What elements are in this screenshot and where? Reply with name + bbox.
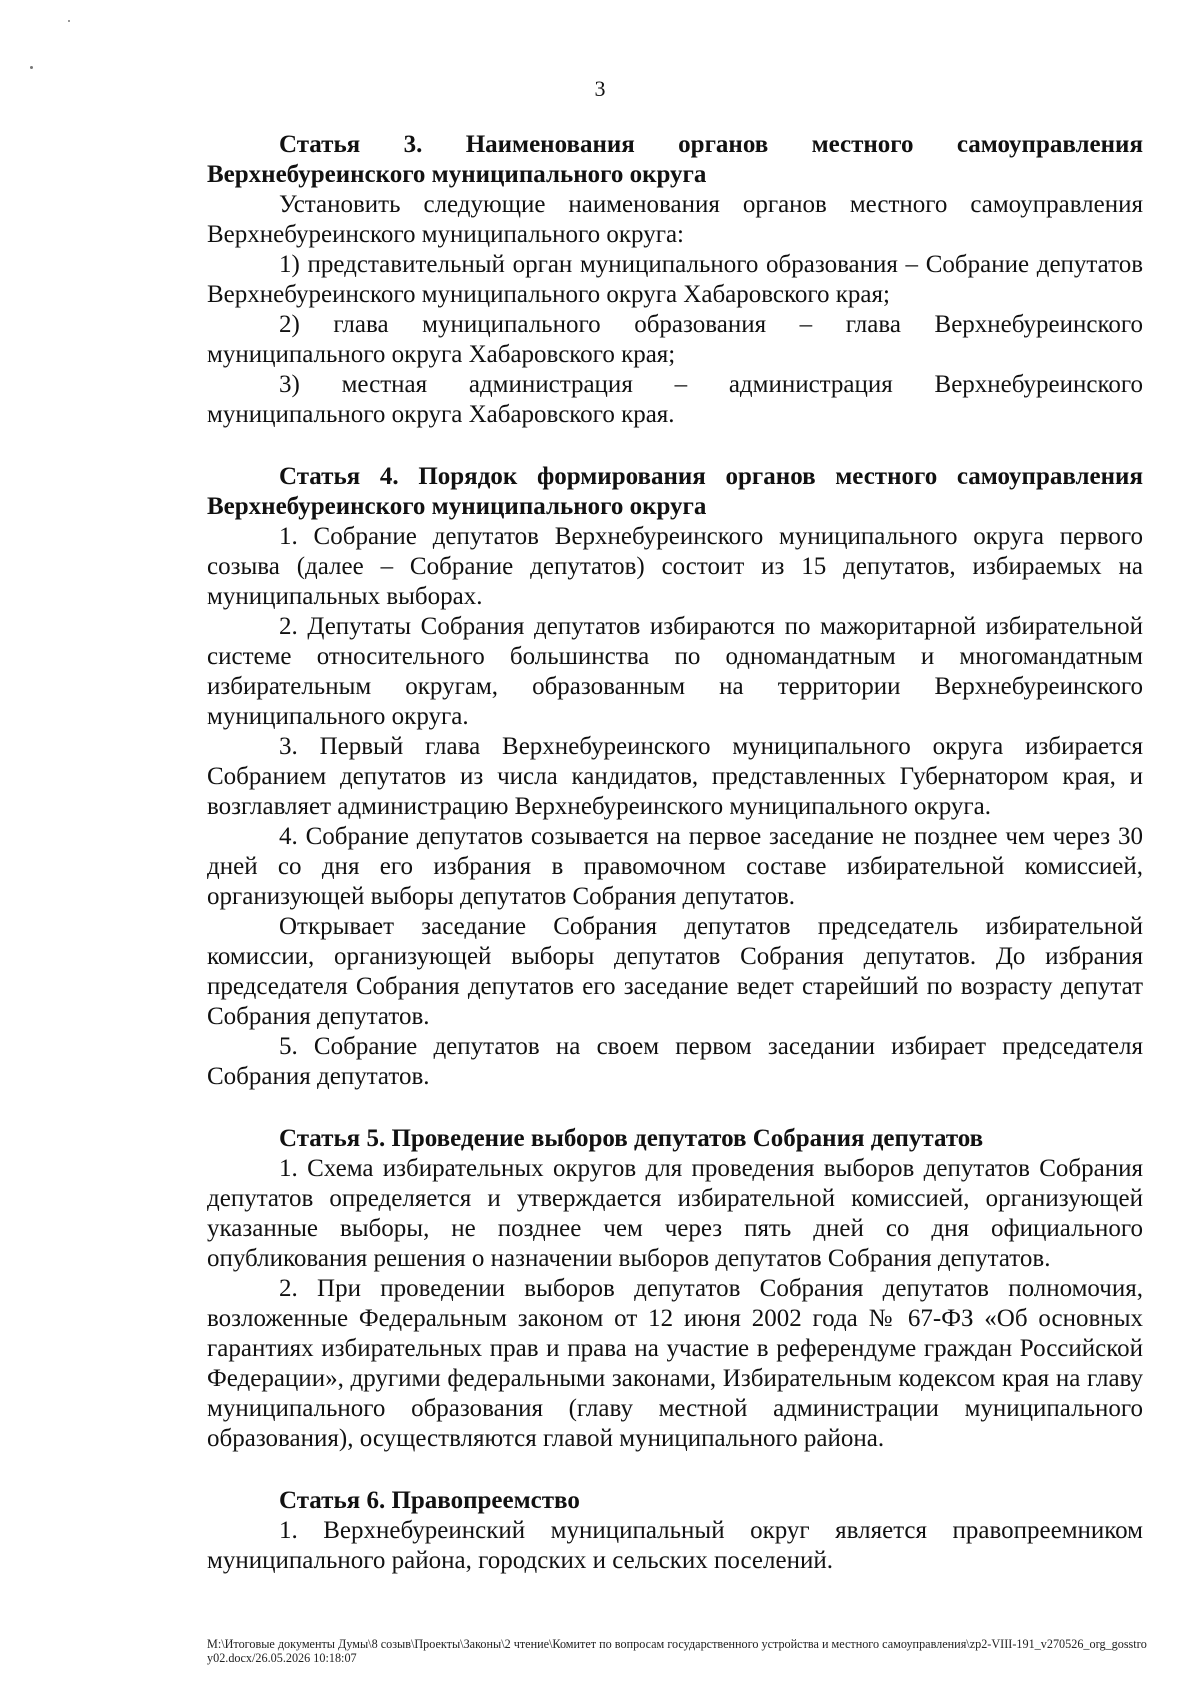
article-6: [207, 1486, 1143, 1576]
paragraph: Открывает заседание Собрания депутатов председатель избирательной комиссии, организующей выборы депутатов Собрания депутатов. До избрания председателя Собрания депутатов его заседание ведет старейший по возрасту депутат Собрания депутатов.: [207, 913, 1143, 1030]
section-gap: [207, 1454, 1143, 1486]
paragraph: 5. Собрание депутатов на своем первом заседании избирает председателя Собрания депутатов.: [207, 1033, 1143, 1090]
article-title: Статья 3. Наименования органов местного самоуправления Верхнебуреинского муниципального округа: [207, 131, 1143, 188]
paragraph: 4. Собрание депутатов созывается на первое заседание не позднее чем через 30 дней со дня его избрания в правомочном составе избирательной комиссией, организующей выборы депутатов Собрания депутатов.: [207, 823, 1143, 910]
paragraph: 2) глава муниципального образования – глава Верхнебуреинского муниципального округа Хабаровского края;: [207, 311, 1143, 368]
article-title: Статья 6. Правопреемство: [279, 1487, 580, 1514]
article-3: [207, 130, 1143, 430]
article-5: [207, 1124, 1143, 1454]
paragraph: Установить следующие наименования органов местного самоуправления Верхнебуреинского муниципального округа:: [207, 191, 1143, 248]
article-title: Статья 4. Порядок формирования органов местного самоуправления Верхнебуреинского муниципального округа: [207, 463, 1143, 520]
scan-speck: [68, 20, 70, 22]
paragraph: 1. Собрание депутатов Верхнебуреинского муниципального округа первого созыва (далее – Собрание депутатов) состоит из 15 депутатов, избираемых на муниципальных выборах.: [207, 523, 1143, 610]
footer-file-path: M:\Итоговые документы Думы\8 созыв\Проекты\Законы\2 чтение\Комитет по вопросам государственного устройства и местного самоуправления\zp2-VIII-191_v270526_org_gosstroy02.docx/26.05.2026 10:18:07: [207, 1637, 1147, 1665]
scan-speck: [30, 66, 33, 69]
paragraph: 3) местная администрация – администрация Верхнебуреинского муниципального округа Хабаровского края.: [207, 371, 1143, 428]
paragraph: 2. При проведении выборов депутатов Собрания депутатов полномочия, возложенные Федеральным законом от 12 июня 2002 года № 67-ФЗ «Об основных гарантиях избирательных прав и права на участие в референдуме граждан Российской Федерации», другими федеральными законами, Избирательным кодексом края на главу муниципального образования (главу местной администрации муниципального образования), осуществляются главой муниципального района.: [207, 1275, 1143, 1452]
paragraph: 1. Схема избирательных округов для проведения выборов депутатов Собрания депутатов определяется и утверждается избирательной комиссией, организующей указанные выборы, не позднее чем через пять дней со дня официального опубликования решения о назначении выборов депутатов Собрания депутатов.: [207, 1155, 1143, 1272]
paragraph: 2. Депутаты Собрания депутатов избираются по мажоритарной избирательной системе относительного большинства по одномандатным и многомандатным избирательным округам, образованным на территории Верхнебуреинского муниципального округа.: [207, 613, 1143, 730]
article-title: Статья 5. Проведение выборов депутатов Собрания депутатов: [279, 1125, 984, 1152]
document-body: [207, 130, 1143, 1576]
paragraph: 1. Верхнебуреинский муниципальный округ является правопреемником муниципального района, городских и сельских поселений.: [207, 1517, 1143, 1574]
section-gap: [207, 430, 1143, 462]
section-gap: [207, 1092, 1143, 1124]
paragraph: 3. Первый глава Верхнебуреинского муниципального округа избирается Собранием депутатов из числа кандидатов, представленных Губернатором края, и возглавляет администрацию Верхнебуреинского муниципального округа.: [207, 733, 1143, 820]
article-4: [207, 462, 1143, 1092]
page-number: 3: [594, 76, 606, 101]
paragraph: 1) представительный орган муниципального образования – Собрание депутатов Верхнебуреинского муниципального округа Хабаровского края;: [207, 251, 1143, 308]
